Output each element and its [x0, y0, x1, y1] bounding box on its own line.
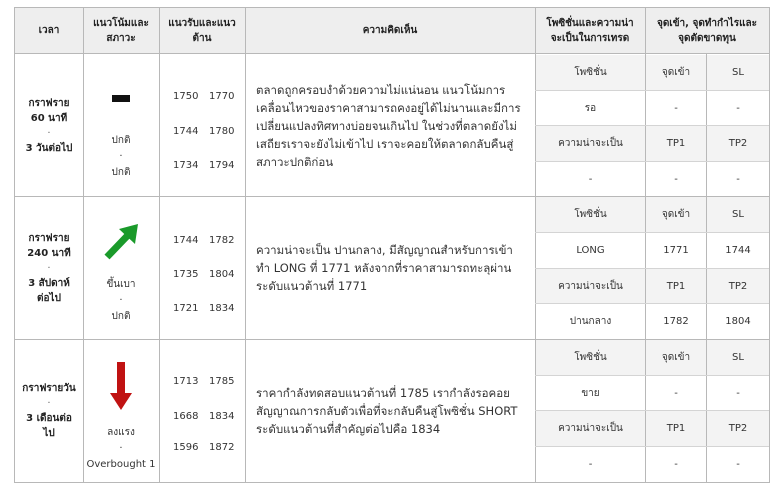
row-1-time-separator: ·: [47, 127, 51, 139]
position-label: [536, 197, 645, 232]
row-2-time-line: ต่อไป: [37, 292, 61, 304]
row-1-trend-state: ปกติ: [111, 135, 131, 146]
row-1-comment: [246, 55, 535, 196]
resistance-level: 1794: [209, 160, 235, 171]
tp2-value-text: -: [736, 173, 740, 185]
row-3-trend: [83, 340, 159, 482]
position-label-text: โพซิชั่น: [574, 352, 607, 363]
header-position: [535, 8, 645, 54]
row-2-time-line: กราฟราย: [28, 232, 70, 244]
dash-icon: [112, 95, 130, 102]
row-3-time-line: กราฟรายวัน: [22, 383, 76, 394]
trading-signal-table: [14, 7, 770, 483]
sl-label-text: SL: [732, 209, 744, 220]
tp2-value: [707, 304, 769, 339]
entry-value-text: -: [674, 102, 678, 114]
tp2-value: [707, 162, 769, 196]
row-2-trend-state: ขึ้นเบา: [106, 279, 136, 290]
header-levels-line2: ต้าน: [192, 32, 212, 44]
support-level: 1721: [173, 303, 199, 314]
probability-value-text: ปานกลาง: [569, 316, 612, 327]
row-3-trend-separator: ·: [119, 443, 123, 454]
tp1-label: [646, 269, 706, 303]
tp1-value: [646, 304, 706, 339]
position-value-text: รอ: [584, 102, 597, 114]
entry-value: [646, 91, 706, 125]
row-3-comment: [246, 340, 535, 482]
sl-label: [707, 340, 769, 375]
row-1-time-line: 60 นาที: [30, 112, 68, 124]
row-2-time-line: 240 นาที: [27, 247, 71, 259]
row-2-time-separator: ·: [47, 262, 51, 274]
resistance-level: 1804: [209, 269, 235, 280]
row-2-levels: [159, 197, 245, 339]
resistance-level: 1770: [209, 91, 235, 102]
header-time: [15, 8, 83, 54]
sl-value-text: -: [736, 102, 740, 114]
arrow-down-icon: [109, 362, 133, 412]
probability-label-text: ความน่าจะเป็น: [558, 280, 623, 292]
entry-label-text: จุดเข้า: [661, 67, 691, 78]
sl-value: [707, 376, 769, 410]
tp2-label: [707, 126, 769, 161]
position-label: [536, 55, 645, 90]
header-targets-line1: จุดเข้า, จุดทำกำไรและ: [656, 17, 758, 29]
sl-label: [707, 197, 769, 232]
row-1-comment-text: ตลาดถูกครอบงำด้วยความไม่แน่นอน แนวโน้มการเคลื่อนไหวของราคาสามารถคงอยู่ได้ไม่นานและมีการเปลี่ยนแปลงทิศทางบ่อยจนเกินไป ในช่วงที่ตลาดยังไม่เสถียรเราจะยังไม่เข้าไป เราจะคอยให้ตลาดกลับคืนสู่สภาวะปกติก่อน: [256, 82, 521, 169]
row-1-trend-condition: ปกติ: [111, 167, 131, 178]
tp1-label-text: TP1: [666, 423, 686, 434]
entry-label: [646, 197, 706, 232]
entry-label: [646, 340, 706, 375]
entry-value: [646, 233, 706, 268]
row-1-time-line: กราฟราย: [28, 97, 70, 109]
row-3-time-line: 3 เดือนต่อ: [26, 413, 72, 424]
row-2-time: [15, 197, 83, 339]
probability-value-text: -: [588, 459, 593, 470]
header-trend-line2: สภาวะ: [106, 32, 136, 44]
row-2-trend: [83, 197, 159, 339]
probability-label: [536, 126, 645, 161]
tp1-label: [646, 126, 706, 161]
arrow-up-right-icon: [102, 221, 142, 261]
sl-value-text: 1744: [725, 245, 751, 256]
row-1-trend: [83, 55, 159, 196]
row-2-comment: [246, 197, 535, 339]
header-targets: [645, 8, 769, 54]
tp1-value: [646, 162, 706, 196]
sl-value-text: -: [736, 387, 740, 399]
probability-label: [536, 269, 645, 303]
entry-label-text: จุดเข้า: [661, 209, 691, 220]
row-3-time-line: ไป: [43, 428, 55, 439]
position-label-text: โพซิชั่น: [574, 209, 607, 220]
header-targets-line2: จุดตัดขาดทุน: [678, 32, 736, 44]
header-trend: [83, 8, 159, 54]
position-value: [536, 233, 645, 268]
position-value: [536, 376, 645, 410]
sl-value: [707, 91, 769, 125]
header-time-label: เวลา: [38, 25, 60, 36]
row-3-comment-text: ราคากำลังทดสอบแนวต้านที่ 1785 เรากำลังรอคอยสัญญาณการกลับตัวเพื่อที่จะกลับคืนสู่โพซิชั่น SHORT ระดับแนวต้านที่สำคัญต่อไปคือ 1834: [256, 386, 518, 436]
resistance-level: 1782: [209, 235, 235, 246]
header-comment: [245, 8, 535, 54]
header-trend-line1: แนวโน้มและ: [93, 17, 149, 29]
probability-value: [536, 447, 645, 482]
tp1-value-text: 1782: [663, 316, 689, 327]
tp1-value-text: -: [674, 459, 678, 470]
resistance-level: 1780: [209, 126, 235, 137]
tp2-label-text: TP2: [728, 423, 748, 434]
tp1-label: [646, 411, 706, 446]
tp2-value-text: -: [736, 459, 740, 470]
tp2-label: [707, 269, 769, 303]
resistance-level: 1872: [209, 442, 235, 453]
row-3-levels: [159, 340, 245, 482]
probability-label: [536, 411, 645, 446]
support-level: 1713: [173, 376, 199, 387]
support-level: 1735: [173, 269, 199, 280]
sl-label-text: SL: [732, 352, 744, 363]
sl-label: [707, 55, 769, 90]
sl-value: [707, 233, 769, 268]
row-1-time: [15, 55, 83, 196]
support-level: 1744: [173, 126, 199, 137]
tp1-label-text: TP1: [666, 138, 686, 149]
row-2-comment-text: ความน่าจะเป็น ปานกลาง, มีสัญญาณสำหรับการเข้าทำ LONG ที่ 1771 หลังจากที่ราคาสามารถทะลุผ่านระดับแนวต้านที่ 1771: [256, 243, 513, 293]
header-position-line1: โพซิชั่นและความน่า: [546, 17, 634, 29]
row-2-trend-condition: ปกติ: [111, 311, 131, 322]
row-3-time-separator: ·: [47, 398, 51, 409]
row-2-trend-separator: ·: [119, 295, 123, 306]
probability-label-text: ความน่าจะเป็น: [558, 423, 623, 434]
support-level: 1750: [173, 91, 199, 102]
probability-value-text: -: [588, 173, 593, 185]
resistance-level: 1785: [209, 376, 235, 387]
row-1-time-line: 3 วันต่อไป: [25, 142, 73, 154]
tp2-label: [707, 411, 769, 446]
probability-value: [536, 162, 645, 196]
probability-label-text: ความน่าจะเป็น: [558, 138, 623, 149]
header-comment-label: ความคิดเห็น: [362, 25, 418, 36]
support-level: 1734: [173, 160, 199, 171]
tp1-value: [646, 447, 706, 482]
position-value: [536, 91, 645, 125]
tp1-label-text: TP1: [666, 280, 686, 292]
header-position-line2: จะเป็นในการเทรด: [550, 32, 630, 44]
support-level: 1668: [173, 411, 199, 422]
entry-value-text: -: [674, 387, 678, 399]
header-levels: [159, 8, 245, 54]
tp2-label-text: TP2: [728, 280, 748, 292]
position-value-text: LONG: [576, 245, 605, 256]
entry-value: [646, 376, 706, 410]
entry-value-text: 1771: [663, 245, 689, 256]
entry-label: [646, 55, 706, 90]
tp2-label-text: TP2: [728, 138, 748, 149]
tp1-value-text: -: [674, 173, 678, 185]
row-1-levels: [159, 55, 245, 196]
sl-label-text: SL: [732, 67, 744, 78]
row-3-time: [15, 340, 83, 482]
position-label-text: โพซิชั่น: [574, 67, 607, 78]
tp2-value: [707, 447, 769, 482]
probability-value: [536, 304, 645, 339]
resistance-level: 1834: [209, 303, 235, 314]
support-level: 1596: [173, 442, 199, 453]
resistance-level: 1834: [209, 411, 235, 422]
position-label: [536, 340, 645, 375]
entry-label-text: จุดเข้า: [661, 352, 691, 363]
support-level: 1744: [173, 235, 199, 246]
tp2-value-text: 1804: [725, 316, 751, 327]
row-3-trend-condition: Overbought 1: [86, 459, 156, 470]
row-3-trend-state: ลงแรง: [107, 427, 135, 438]
row-1-trend-separator: ·: [119, 151, 123, 162]
position-value-text: ขาย: [581, 387, 600, 399]
row-2-time-line: 3 สัปดาห์: [28, 277, 70, 289]
header-levels-line1: แนวรับและแนว: [168, 17, 236, 29]
